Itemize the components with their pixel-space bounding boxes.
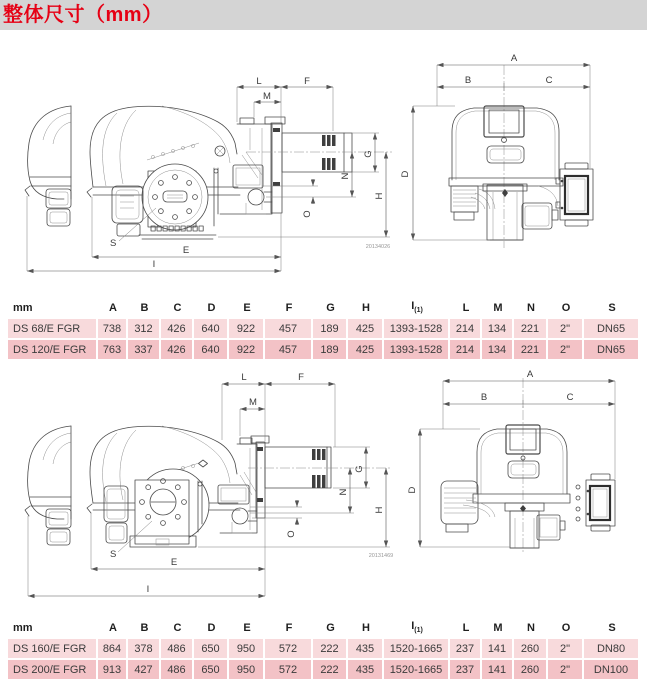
cell: 950 (229, 658, 265, 679)
dim-label-S: S (110, 238, 117, 249)
cell: 640 (194, 317, 229, 338)
dim-label-I: I (152, 259, 156, 270)
table-row (8, 637, 640, 658)
dim-label-D: D (407, 486, 418, 494)
cell: 237 (450, 637, 482, 658)
cell: 640 (194, 338, 229, 359)
cell: 457 (265, 338, 313, 359)
dim-label-G: G (354, 465, 365, 473)
cell: 1520-1665 (384, 658, 450, 679)
cell: 221 (514, 317, 548, 338)
diagram-1 (0, 40, 647, 300)
dim-label-E: E (170, 557, 178, 568)
drawing-number-2: 20131469 (368, 553, 394, 559)
dim-label-A: A (526, 369, 534, 380)
column-header-F: F (285, 622, 293, 634)
cell: DN80 (584, 637, 640, 658)
front-servo (537, 515, 565, 540)
dimensions-side-1 (27, 76, 390, 271)
cell: 950 (229, 637, 265, 658)
cell: DN65 (584, 317, 640, 338)
cell: 2" (548, 317, 584, 338)
cell: 1393-1528 (384, 338, 450, 359)
cell: 141 (482, 637, 514, 658)
column-header-I: $I_{(1)}$ (411, 619, 423, 634)
column-header-N: N (527, 302, 535, 314)
column-header-unit: mm (13, 622, 33, 634)
model-name: DS 120/E FGR (8, 338, 98, 359)
cell: 425 (348, 317, 384, 338)
column-header-M: M (493, 302, 503, 314)
cell: 134 (482, 317, 514, 338)
front-view-1 (400, 53, 593, 248)
column-header-H: H (362, 622, 370, 634)
cell: 738 (98, 317, 128, 338)
drawing-number-1: 20134026 (365, 244, 391, 250)
column-header-N: N (527, 622, 535, 634)
cell: 486 (161, 637, 194, 658)
dim-label-M: M (263, 91, 271, 102)
cell: 435 (348, 637, 384, 658)
servo-and-gas (214, 165, 272, 226)
cell: 486 (161, 658, 194, 679)
cell: 189 (313, 317, 348, 338)
side-view-1 (25, 76, 392, 271)
cell: 2" (548, 338, 584, 359)
fan-scroll (130, 469, 209, 547)
cell: 189 (313, 338, 348, 359)
gas-valve-boxes (104, 486, 128, 543)
cell: 650 (194, 658, 229, 679)
dim-label-L: L (241, 372, 247, 383)
front-tube (483, 184, 527, 240)
cell: 2" (548, 658, 584, 679)
dim-label-H: H (374, 192, 385, 200)
cell: 457 (265, 317, 313, 338)
cell: 214 (450, 317, 482, 338)
column-header-E: E (243, 302, 251, 314)
column-header-E: E (243, 622, 251, 634)
table-row (8, 317, 640, 338)
dim-label-I: I (146, 584, 150, 595)
cell: 237 (450, 658, 482, 679)
column-header-C: C (173, 622, 182, 634)
column-header-unit: mm (13, 302, 33, 314)
cell: 221 (514, 338, 548, 359)
column-header-B: B (140, 302, 149, 314)
flange-and-tube (246, 117, 392, 213)
dim-label-B: B (480, 392, 488, 403)
cell: 1393-1528 (384, 317, 450, 338)
dim-label-A: A (510, 53, 518, 64)
column-header-F: F (285, 302, 293, 314)
column-header-M: M (493, 622, 503, 634)
air-intake-box (112, 186, 143, 236)
model-name: DS 68/E FGR (8, 317, 98, 338)
column-header-O: O (561, 302, 571, 314)
diagram-2 (0, 360, 647, 620)
dim-label-B: B (464, 75, 472, 86)
cell: DN65 (584, 338, 640, 359)
dim-label-C: C (566, 392, 574, 403)
page-title: 整体尺寸（mm） (3, 4, 163, 26)
column-header-A: A (109, 622, 117, 634)
column-header-L: L (462, 622, 470, 634)
dim-label-F: F (304, 76, 310, 87)
cell: 260 (514, 637, 548, 658)
front-motor (441, 481, 495, 532)
cell: 864 (98, 637, 128, 658)
column-header-G: G (326, 302, 335, 314)
fan-scroll (139, 164, 216, 239)
column-header-G: G (326, 622, 335, 634)
display-panel (484, 106, 524, 143)
cell: DN100 (584, 658, 640, 679)
cell: 141 (482, 658, 514, 679)
table-header-row (8, 619, 640, 637)
cell: 572 (265, 658, 313, 679)
column-header-A: A (109, 302, 117, 314)
cell: 763 (98, 338, 128, 359)
cell: 214 (450, 338, 482, 359)
column-header-C: C (173, 302, 182, 314)
dimension-table-2 (8, 619, 640, 679)
dim-label-C: C (545, 75, 553, 86)
dimension-table-1 (8, 299, 640, 359)
cell: 427 (128, 658, 161, 679)
cell: 922 (229, 338, 265, 359)
cell: 378 (128, 637, 161, 658)
dim-label-N: N (340, 172, 351, 180)
cell: 2" (548, 637, 584, 658)
dim-label-L: L (256, 76, 262, 87)
flange-and-tube (248, 436, 392, 518)
page-title-bar (0, 0, 647, 30)
column-header-O: O (561, 622, 571, 634)
model-name: DS 160/E FGR (8, 637, 98, 658)
column-header-D: D (207, 302, 216, 314)
cell: 426 (161, 317, 194, 338)
column-header-I: $I_{(1)}$ (411, 299, 423, 314)
dimensions-side-2 (28, 372, 393, 596)
column-header-S: S (608, 622, 616, 634)
cell: 922 (229, 317, 265, 338)
dim-label-G: G (363, 150, 374, 158)
ghost-hood (25, 426, 71, 545)
column-header-S: S (608, 302, 616, 314)
cell: 572 (265, 637, 313, 658)
dim-label-H: H (374, 506, 385, 514)
cell: 426 (161, 338, 194, 359)
dim-label-N: N (338, 488, 349, 496)
gas-train-box (576, 474, 615, 531)
dimensions-front-1 (400, 53, 590, 240)
cell: 222 (313, 658, 348, 679)
column-header-B: B (140, 622, 149, 634)
dim-label-D: D (400, 170, 411, 178)
table-row (8, 338, 640, 359)
cell: 1520-1665 (384, 637, 450, 658)
dim-label-E: E (182, 245, 190, 256)
column-header-L: L (462, 302, 470, 314)
dim-label-F: F (298, 372, 304, 383)
cell: 312 (128, 317, 161, 338)
column-header-D: D (207, 622, 216, 634)
front-tube (505, 503, 544, 548)
dim-label-S: S (110, 549, 117, 560)
model-name: DS 200/E FGR (8, 658, 98, 679)
cell: 134 (482, 338, 514, 359)
cell: 222 (313, 637, 348, 658)
side-view-2 (25, 372, 393, 596)
table-row (8, 658, 640, 679)
cell: 650 (194, 637, 229, 658)
dim-label-O: O (286, 530, 297, 538)
cell: 913 (98, 658, 128, 679)
ghost-hood (25, 106, 71, 226)
table-header-row (8, 299, 640, 317)
cell: 337 (128, 338, 161, 359)
dimensions-front-2 (407, 369, 615, 547)
cell: 435 (348, 658, 384, 679)
front-servo (522, 186, 558, 229)
cell: 425 (348, 338, 384, 359)
cell: 260 (514, 658, 548, 679)
dim-label-O: O (302, 210, 313, 218)
gas-train-box (556, 163, 593, 226)
column-header-H: H (362, 302, 370, 314)
front-view-2 (407, 369, 615, 552)
dim-label-M: M (249, 397, 257, 408)
